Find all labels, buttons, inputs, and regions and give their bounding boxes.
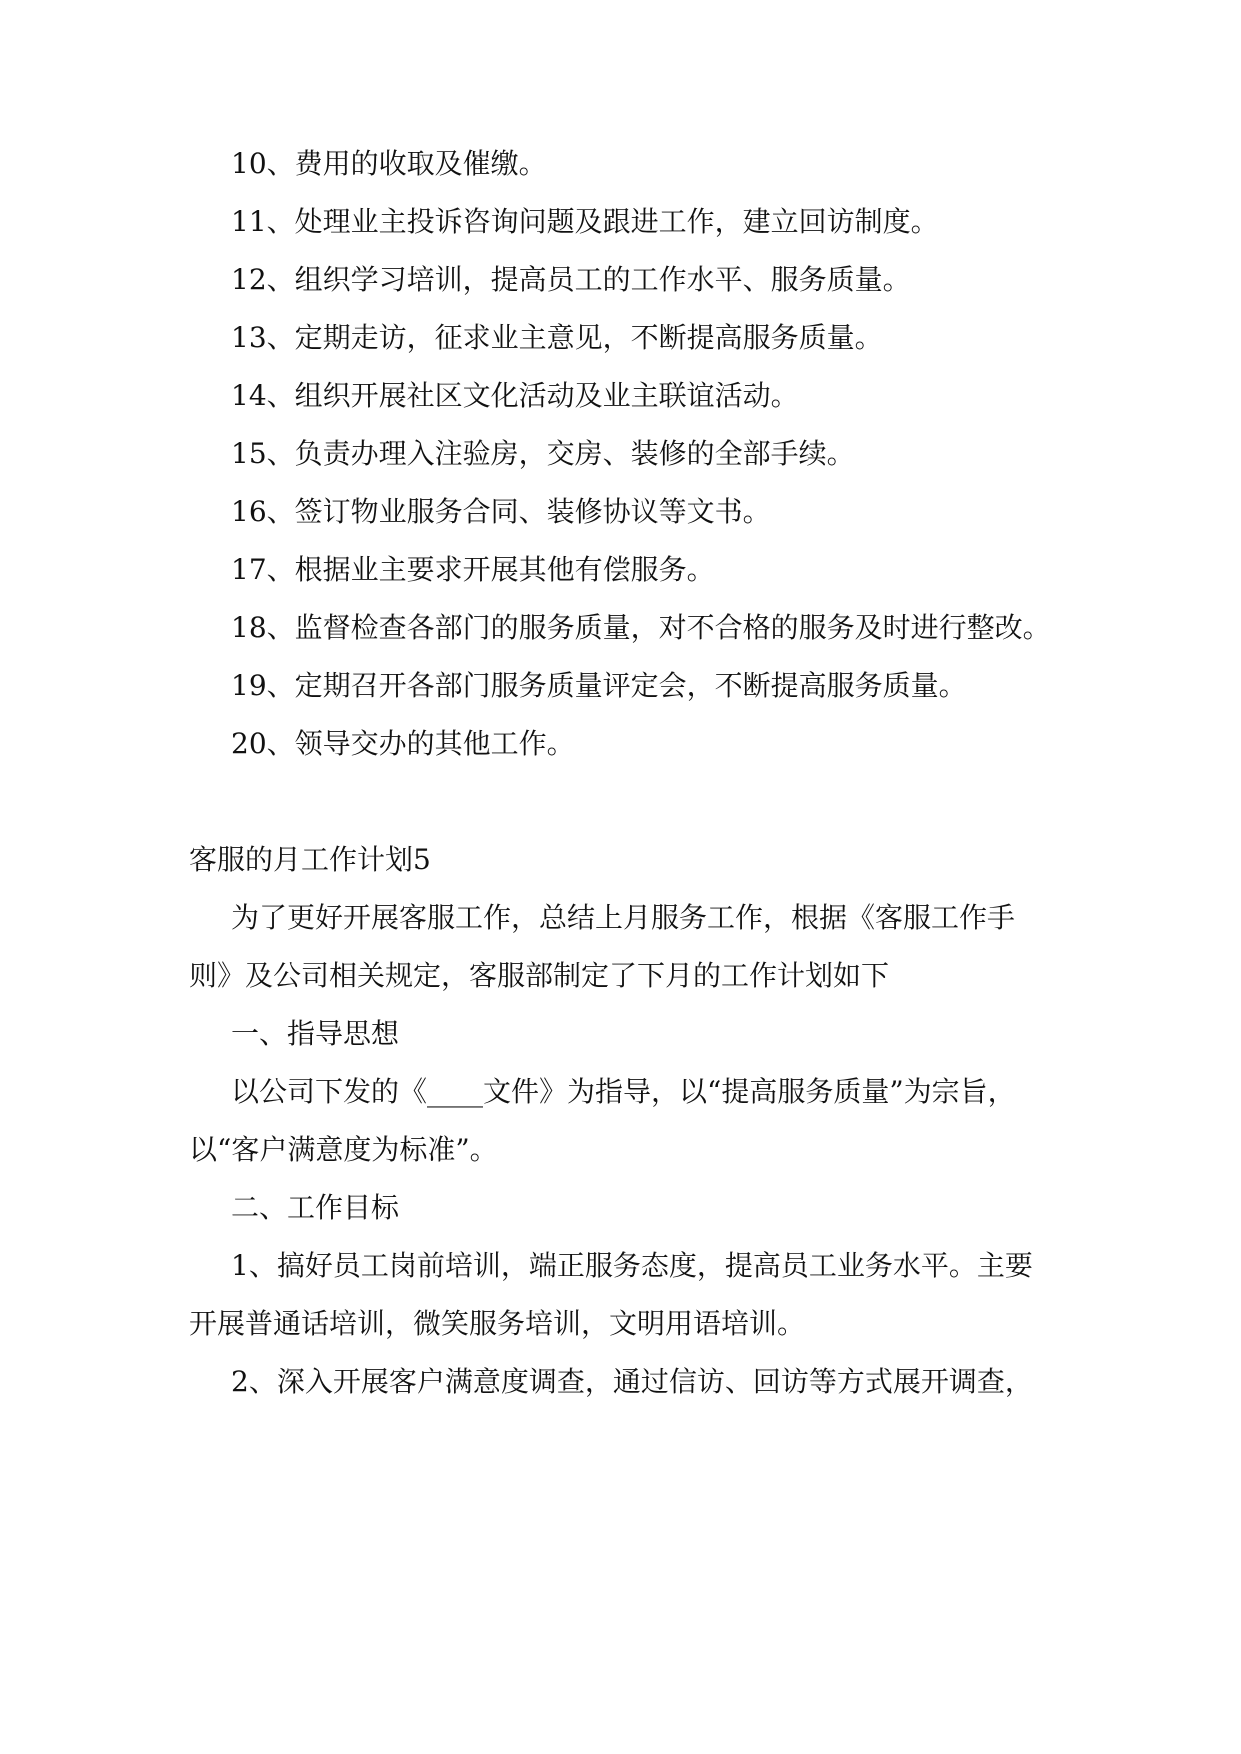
list-item-10: 10、费用的收取及催缴。 bbox=[231, 147, 547, 180]
list-item-15: 15、负责办理入注验房，交房、装修的全部手续。 bbox=[231, 437, 855, 470]
list-item-19: 19、定期召开各部门服务质量评定会，不断提高服务质量。 bbox=[231, 669, 967, 702]
list-item-14: 14、组织开展社区文化活动及业主联谊活动。 bbox=[231, 379, 799, 412]
heading-guiding-principle: 一、指导思想 bbox=[231, 1017, 400, 1050]
intro-paragraph-line-2: 则》及公司相关规定，客服部制定了下月的工作计划如下 bbox=[189, 959, 890, 992]
list-item-18: 18、监督检查各部门的服务质量，对不合格的服务及时进行整改。 bbox=[231, 611, 1051, 644]
list-item-17: 17、根据业主要求开展其他有偿服务。 bbox=[231, 553, 715, 586]
intro-paragraph-line-1: 为了更好开展客服工作，总结上月服务工作，根据《客服工作手 bbox=[231, 901, 1016, 934]
list-item-12: 12、组织学习培训，提高员工的工作水平、服务质量。 bbox=[231, 263, 911, 296]
heading-work-goals: 二、工作目标 bbox=[231, 1191, 400, 1224]
section-title: 客服的月工作计划5 bbox=[189, 843, 431, 876]
list-item-16: 16、签订物业服务合同、装修协议等文书。 bbox=[231, 495, 771, 528]
guide-paragraph-line-1: 以公司下发的《____文件》为指导，以“提高服务质量”为宗旨， bbox=[231, 1075, 1016, 1108]
list-item-20: 20、领导交办的其他工作。 bbox=[231, 727, 575, 760]
goal-1-line-2: 开展普通话培训，微笑服务培训，文明用语培训。 bbox=[189, 1307, 806, 1340]
goal-2-line-1: 2、深入开展客户满意度调查，通过信访、回访等方式展开调查， bbox=[231, 1365, 1033, 1398]
list-item-11: 11、处理业主投诉咨询问题及跟进工作，建立回访制度。 bbox=[231, 205, 939, 238]
guide-paragraph-line-2: 以“客户满意度为标准”。 bbox=[189, 1133, 498, 1166]
list-item-13: 13、定期走访，征求业主意见，不断提高服务质量。 bbox=[231, 321, 883, 354]
goal-1-line-1: 1、搞好员工岗前培训，端正服务态度，提高员工业务水平。主要 bbox=[231, 1249, 1033, 1282]
